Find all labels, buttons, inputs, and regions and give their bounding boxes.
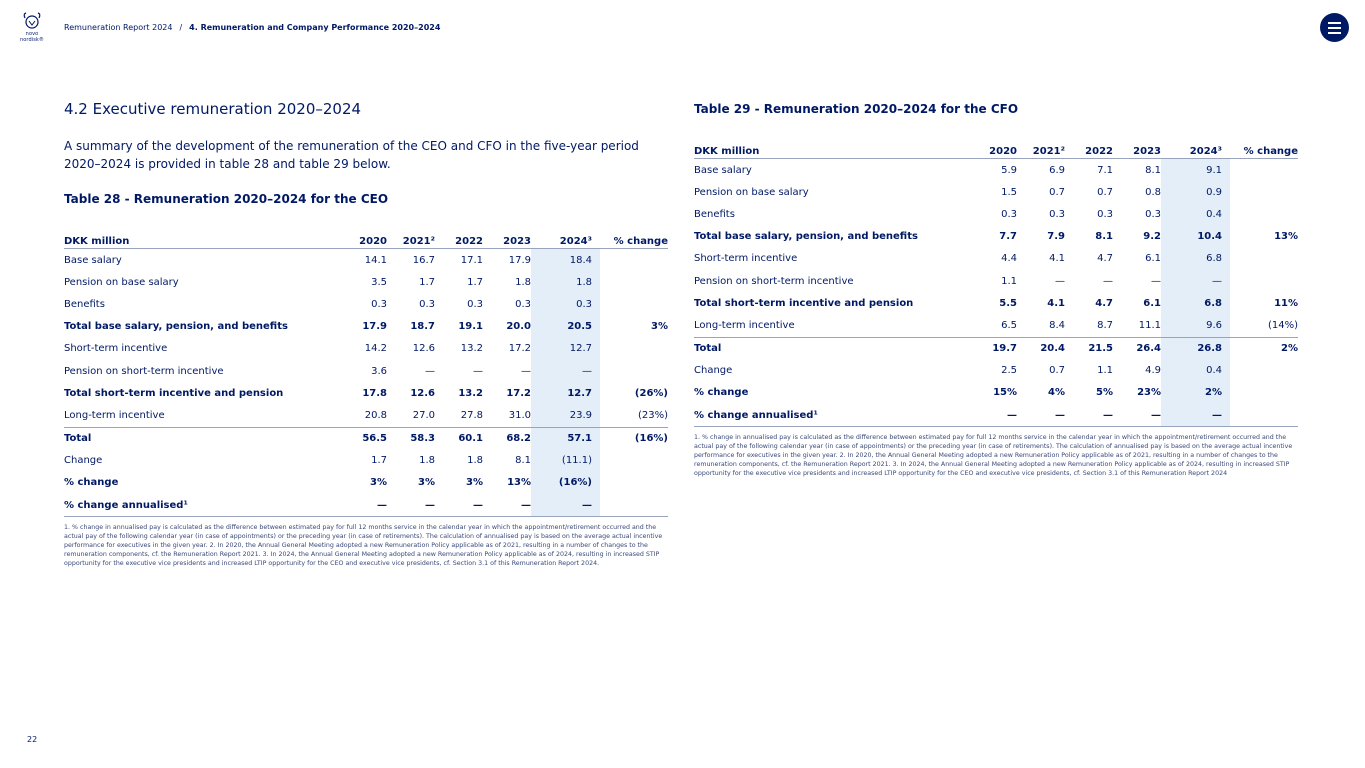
value-cell: — [531, 360, 600, 382]
value-cell: 0.3 [467, 298, 483, 310]
table-row [64, 293, 668, 315]
value-cell: 12.7 [531, 338, 600, 360]
value-cell: 0.3 [1145, 208, 1161, 220]
value-cell: 6.8 [1161, 292, 1230, 314]
value-cell: 1.8 [531, 271, 600, 293]
value-cell: 17.1 [460, 254, 483, 266]
table-row [694, 360, 1298, 382]
column-header: 2021² [1017, 137, 1065, 159]
value-cell: 68.2 [506, 433, 531, 445]
column-header: 2023 [483, 227, 531, 249]
value-cell: 0.7 [1097, 186, 1113, 198]
row-label: Pension on short-term incentive [64, 365, 224, 377]
value-cell: 6.8 [1161, 248, 1230, 270]
value-cell: 26.4 [1136, 343, 1161, 355]
value-cell: 12.6 [412, 343, 435, 355]
value-cell: (16%) [531, 472, 600, 494]
menu-button[interactable] [1320, 13, 1349, 42]
change-cell: (23%) [600, 404, 668, 427]
column-header: 2024³ [531, 227, 600, 249]
value-cell: 18.7 [410, 321, 435, 333]
value-cell: 1.8 [419, 455, 435, 467]
value-cell: 60.1 [458, 433, 483, 445]
table-row [64, 404, 668, 427]
value-cell: 20.4 [1040, 343, 1065, 355]
value-cell: — [1065, 404, 1113, 427]
value-cell: 0.3 [1049, 208, 1065, 220]
value-cell: 12.7 [531, 382, 600, 404]
row-label: % change annualised¹ [64, 494, 339, 517]
row-label: Benefits [64, 298, 105, 310]
change-cell [600, 450, 668, 472]
row-label: Short-term incentive [694, 253, 798, 265]
value-cell: 0.7 [1049, 186, 1065, 198]
row-label: Change [64, 455, 103, 467]
table-row [694, 203, 1298, 225]
value-cell: 7.9 [1047, 231, 1065, 243]
change-cell: (16%) [634, 433, 668, 445]
column-header: 2022 [1065, 137, 1113, 159]
value-cell: 2.5 [1001, 365, 1017, 377]
logo-wordmark: novo nordisk® [19, 31, 45, 43]
value-cell: 27.8 [435, 404, 483, 427]
change-cell: (14%) [1230, 314, 1298, 337]
value-cell: 1.8 [467, 455, 483, 467]
value-cell: 1.5 [1001, 186, 1017, 198]
table-row [64, 271, 668, 293]
column-header: 2023 [1113, 137, 1161, 159]
value-cell: — [435, 494, 483, 517]
row-label: Total base salary, pension, and benefits [64, 321, 288, 333]
row-label: Long-term incentive [64, 404, 339, 427]
table-row [694, 337, 1298, 360]
ceo-table-title: Table 28 - Remuneration 2020–2024 for the CEO [64, 192, 389, 206]
row-label: Total short-term incentive and pension [694, 297, 914, 309]
table-row [694, 270, 1298, 292]
value-cell: 9.6 [1161, 314, 1230, 337]
value-cell: — [1151, 275, 1161, 287]
value-cell: 1.7 [371, 455, 387, 467]
value-cell: 20.8 [339, 404, 387, 427]
value-cell: 57.1 [531, 427, 600, 450]
value-cell: 5.9 [1001, 164, 1017, 176]
value-cell: 13.2 [458, 387, 483, 399]
value-cell: 6.1 [1145, 253, 1161, 265]
value-cell: — [1161, 270, 1230, 292]
value-cell: 0.3 [1001, 208, 1017, 220]
change-cell [1230, 360, 1298, 382]
value-cell: 4% [1048, 387, 1065, 399]
table-row [64, 494, 668, 517]
row-label: % change [694, 387, 749, 399]
cfo-table-title: Table 29 - Remuneration 2020–2024 for the CFO [694, 102, 1019, 116]
row-label: Change [694, 365, 733, 377]
change-cell [600, 360, 668, 382]
value-cell: 0.3 [531, 293, 600, 315]
change-cell: 3% [651, 321, 668, 333]
change-cell [1230, 248, 1298, 270]
row-label: Pension on base salary [694, 186, 809, 198]
change-cell: 11% [1274, 297, 1298, 309]
change-cell [600, 472, 668, 494]
value-cell: 27.0 [387, 404, 435, 427]
change-cell [600, 338, 668, 360]
value-cell: 1.1 [1097, 365, 1113, 377]
value-cell: 1.8 [515, 276, 531, 288]
intro-paragraph: A summary of the development of the remuneration of the CEO and CFO in the five-year period 2020–2024 is provided in table 28 and table 29 below. [64, 139, 639, 171]
table-row [694, 382, 1298, 404]
value-cell: 3% [418, 477, 435, 489]
value-cell: 5.5 [999, 297, 1017, 309]
column-header-label: DKK million [694, 137, 969, 159]
value-cell: 21.5 [1088, 343, 1113, 355]
value-cell: 0.8 [1145, 186, 1161, 198]
breadcrumb-current: 4. Remuneration and Company Performance 2020–2024 [189, 23, 441, 32]
value-cell: 4.1 [1047, 297, 1065, 309]
row-label: Total base salary, pension, and benefits [694, 231, 918, 243]
value-cell: 8.4 [1017, 314, 1065, 337]
value-cell: 4.7 [1095, 297, 1113, 309]
table-row [694, 159, 1298, 182]
row-label: Pension on base salary [64, 276, 179, 288]
ceo-footnote: 1. % change in annualised pay is calculated as the difference between estimated pay for full 12 months service in the calendar year in which the appointment/retirement occurred and the actual pay of the following calendar year (in case of appointments) or the preceding year (in case of retirements). The calculation of annualised pay is based on the average actual incentive performance for executives in the given year. 2. In 2020, the Annual General Meeting adopted a new Remuneration Policy applicable as of 2021, resulting in a number of changes to the remuneration components, cf. the Remuneration Report 2021. 3. In 2024, the Annual General Meeting adopted a new Remuneration Policy applicable as of 2024, resulting in increased STIP opportunity for the executive vice presidents and increased LTIP opportunity for the CEO and executive vice presidents, cf. Section 3.1 of this Remuneration Report 2024. [64, 524, 663, 567]
value-cell: 8.1 [1095, 231, 1113, 243]
value-cell: 9.1 [1161, 159, 1230, 182]
value-cell: 8.7 [1065, 314, 1113, 337]
value-cell: — [521, 365, 531, 377]
row-label: Pension on short-term incentive [694, 275, 854, 287]
table-row [694, 181, 1298, 203]
table-row [694, 226, 1298, 248]
breadcrumb-report[interactable]: Remuneration Report 2024 [64, 23, 173, 32]
value-cell: — [1103, 275, 1113, 287]
value-cell: 6.1 [1143, 297, 1161, 309]
value-cell: 1.1 [1001, 275, 1017, 287]
value-cell: 3% [466, 477, 483, 489]
value-cell: — [1161, 404, 1230, 427]
change-cell: 13% [1274, 231, 1298, 243]
table-row [64, 472, 668, 494]
cfo-footnote: 1. % change in annualised pay is calculated as the difference between estimated pay for full 12 months service in the calendar year in which the appointment/retirement occurred and the actual pay of the following calendar year (in case of appointments) or the preceding year (in case of retirements). The calculation of annualised pay is based on the average actual incentive performance for executives in the given year. 2. In 2020, the Annual General Meeting adopted a new Remuneration Policy applicable as of 2021, resulting in a number of changes to the remuneration components, cf. the Remuneration Report 2021. 3. In 2024, the Annual General Meeting adopted a new Remuneration Policy applicable as of 2024, resulting in increased STIP opportunity for the executive vice presidents and increased LTIP opportunity for the CEO and executive vice presidents, cf. Section 3.1 of this Remuneration Report 2024 [694, 434, 1293, 477]
apis-bull-icon [21, 12, 43, 30]
row-label: % change [64, 477, 119, 489]
value-cell: 9.2 [1143, 231, 1161, 243]
value-cell: — [425, 365, 435, 377]
change-cell [600, 249, 668, 272]
hamburger-icon [1328, 22, 1341, 24]
table-row [64, 450, 668, 472]
row-label: Total [64, 433, 92, 445]
value-cell: 14.2 [364, 343, 387, 355]
row-label: Total [694, 343, 722, 355]
table-header-row [694, 137, 1298, 159]
value-cell: — [483, 494, 531, 517]
value-cell: 19.7 [992, 343, 1017, 355]
value-cell: 18.4 [531, 249, 600, 272]
page-number: 22 [27, 735, 38, 744]
value-cell: 17.2 [508, 343, 531, 355]
row-label: Total short-term incentive and pension [64, 387, 284, 399]
column-header: 2020 [969, 137, 1017, 159]
change-cell [1230, 159, 1298, 182]
value-cell: 56.5 [362, 433, 387, 445]
value-cell: 4.9 [1145, 365, 1161, 377]
change-cell [600, 293, 668, 315]
table-row [694, 292, 1298, 314]
value-cell: 20.0 [506, 321, 531, 333]
value-cell: 3.6 [371, 365, 387, 377]
table-header-row [64, 227, 668, 249]
value-cell: — [473, 365, 483, 377]
value-cell: 5% [1096, 387, 1113, 399]
value-cell: 0.3 [419, 298, 435, 310]
table-row [64, 382, 668, 404]
column-header: 2024³ [1161, 137, 1230, 159]
value-cell: 4.4 [1001, 253, 1017, 265]
value-cell: 0.4 [1161, 203, 1230, 225]
value-cell: 13% [507, 477, 531, 489]
value-cell: 17.2 [506, 387, 531, 399]
change-cell [1230, 404, 1298, 427]
column-header: % change [600, 227, 668, 249]
change-cell: (26%) [634, 387, 668, 399]
row-label: Base salary [694, 164, 752, 176]
value-cell: — [1055, 275, 1065, 287]
value-cell: — [969, 404, 1017, 427]
breadcrumb-separator: / [179, 23, 183, 32]
value-cell: 17.9 [362, 321, 387, 333]
value-cell: 17.8 [362, 387, 387, 399]
value-cell: 6.5 [969, 314, 1017, 337]
value-cell: 11.1 [1113, 314, 1161, 337]
value-cell: — [1113, 404, 1161, 427]
value-cell: 1.7 [419, 276, 435, 288]
value-cell: 0.7 [1049, 365, 1065, 377]
value-cell: 19.1 [458, 321, 483, 333]
value-cell: — [531, 494, 600, 517]
value-cell: 4.7 [1097, 253, 1113, 265]
value-cell: 2% [1161, 382, 1230, 404]
value-cell: 14.1 [364, 254, 387, 266]
value-cell: 7.1 [1097, 164, 1113, 176]
value-cell: 16.7 [412, 254, 435, 266]
change-cell [600, 494, 668, 517]
value-cell: 3.5 [371, 276, 387, 288]
change-cell [1230, 382, 1298, 404]
column-header-label: DKK million [64, 227, 339, 249]
change-cell: 2% [1281, 343, 1298, 355]
value-cell: 0.9 [1161, 181, 1230, 203]
value-cell: 4.1 [1049, 253, 1065, 265]
value-cell: 58.3 [410, 433, 435, 445]
column-header: 2021² [387, 227, 435, 249]
value-cell: 26.8 [1161, 337, 1230, 360]
value-cell: 23% [1137, 387, 1161, 399]
value-cell: 1.7 [467, 276, 483, 288]
novo-nordisk-logo[interactable] [14, 12, 50, 43]
table-row [64, 316, 668, 338]
value-cell: 8.1 [1145, 164, 1161, 176]
value-cell: 10.4 [1161, 226, 1230, 248]
value-cell: 8.1 [515, 455, 531, 467]
table-row [64, 249, 668, 272]
cfo-remuneration-table [694, 137, 1298, 427]
value-cell: 15% [993, 387, 1017, 399]
table-row [64, 360, 668, 382]
value-cell: 31.0 [483, 404, 531, 427]
row-label: Base salary [64, 254, 122, 266]
value-cell: 0.3 [515, 298, 531, 310]
value-cell: 3% [370, 477, 387, 489]
value-cell: 0.3 [371, 298, 387, 310]
table-row [694, 314, 1298, 337]
table-row [694, 248, 1298, 270]
value-cell: 20.5 [531, 316, 600, 338]
table-row [64, 338, 668, 360]
column-header: % change [1230, 137, 1298, 159]
column-header: 2020 [339, 227, 387, 249]
change-cell [1230, 270, 1298, 292]
breadcrumb [64, 23, 440, 32]
value-cell: — [387, 494, 435, 517]
change-cell [1230, 203, 1298, 225]
value-cell: (11.1) [531, 450, 600, 472]
value-cell: 7.7 [999, 231, 1017, 243]
value-cell: 17.9 [508, 254, 531, 266]
row-label: Benefits [694, 208, 735, 220]
value-cell: 12.6 [410, 387, 435, 399]
value-cell: 23.9 [531, 404, 600, 427]
change-cell [600, 271, 668, 293]
column-header: 2022 [435, 227, 483, 249]
value-cell: — [339, 494, 387, 517]
table-row [694, 404, 1298, 427]
value-cell: 13.2 [460, 343, 483, 355]
row-label: Long-term incentive [694, 314, 969, 337]
value-cell: 6.9 [1049, 164, 1065, 176]
row-label: % change annualised¹ [694, 404, 969, 427]
value-cell: — [1017, 404, 1065, 427]
value-cell: 0.3 [1097, 208, 1113, 220]
section-title: 4.2 Executive remuneration 2020–2024 [64, 100, 362, 118]
value-cell: 0.4 [1161, 360, 1230, 382]
ceo-remuneration-table [64, 227, 668, 517]
table-row [64, 427, 668, 450]
row-label: Short-term incentive [64, 343, 168, 355]
change-cell [1230, 181, 1298, 203]
